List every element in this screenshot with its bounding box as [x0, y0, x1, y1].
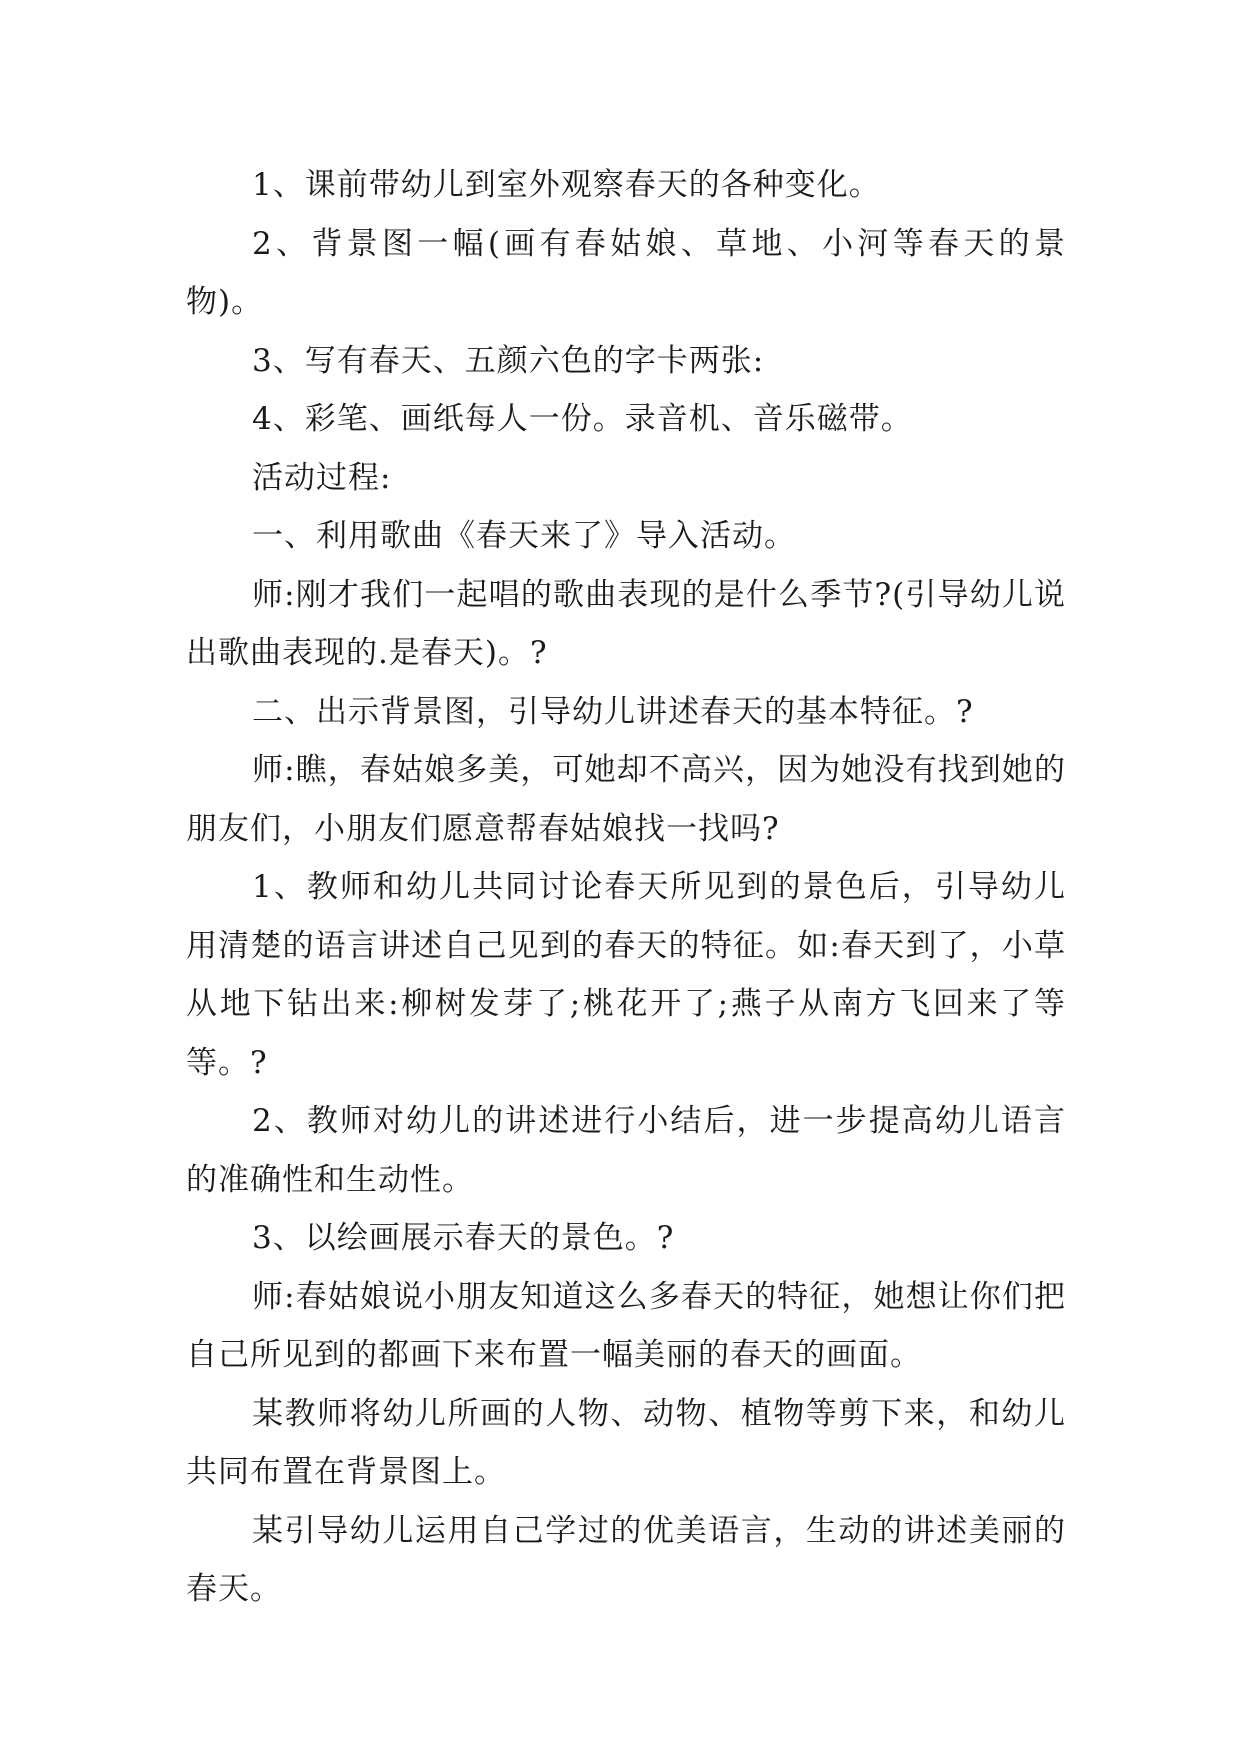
paragraph-material-4: 4、彩笔、画纸每人一份。录音机、音乐磁带。 — [252, 401, 913, 437]
paragraph-step-2: 二、出示背景图，引导幼儿讲述春天的基本特征。? — [252, 693, 974, 730]
paragraph-material-2: 2、背景图一幅(画有春姑娘、草地、小河等春天的景物)。 — [186, 225, 1066, 320]
paragraph-teacher-invite: 师:瞧，春姑娘多美，可她却不高兴，因为她没有找到她的朋友们，小朋友们愿意帮春姑娘找一找吗? — [186, 752, 1066, 847]
paragraph-material-1: 1、课前带幼儿到室外观察春天的各种变化。 — [252, 167, 881, 203]
paragraph-summary: 2、教师对幼儿的讲述进行小结后，进一步提高幼儿语言的准确性和生动性。 — [186, 1103, 1066, 1198]
paragraph-teacher-drawing: 师:春姑娘说小朋友知道这么多春天的特征，她想让你们把自己所见到的都画下来布置一幅美丽的春天的画面。 — [186, 1278, 1066, 1373]
paragraph-teacher-question: 师:刚才我们一起唱的歌曲表现的是什么季节?(引导幼儿说出歌曲表现的.是春天)。? — [186, 576, 1066, 671]
document-body — [186, 156, 1066, 1619]
paragraph-narration: 某引导幼儿运用自己学过的优美语言，生动的讲述美丽的春天。 — [186, 1512, 1066, 1607]
paragraph-material-3: 3、写有春天、五颜六色的字卡两张: — [252, 342, 765, 379]
paragraph-cutout: 某教师将幼儿所画的人物、动物、植物等剪下来，和幼儿共同布置在背景图上。 — [186, 1395, 1066, 1490]
paragraph-step-1: 一、利用歌曲《春天来了》导入活动。 — [252, 518, 796, 554]
paragraph-discussion: 1、教师和幼儿共同讨论春天所见到的景色后，引导幼儿用清楚的语言讲述自己见到的春天的特征。如:春天到了，小草从地下钻出来:柳树发芽了;桃花开了;燕子从南方飞回来了等等。? — [186, 869, 1066, 1081]
section-heading-process: 活动过程: — [252, 459, 392, 496]
paragraph-drawing: 3、以绘画展示春天的景色。? — [252, 1220, 675, 1256]
